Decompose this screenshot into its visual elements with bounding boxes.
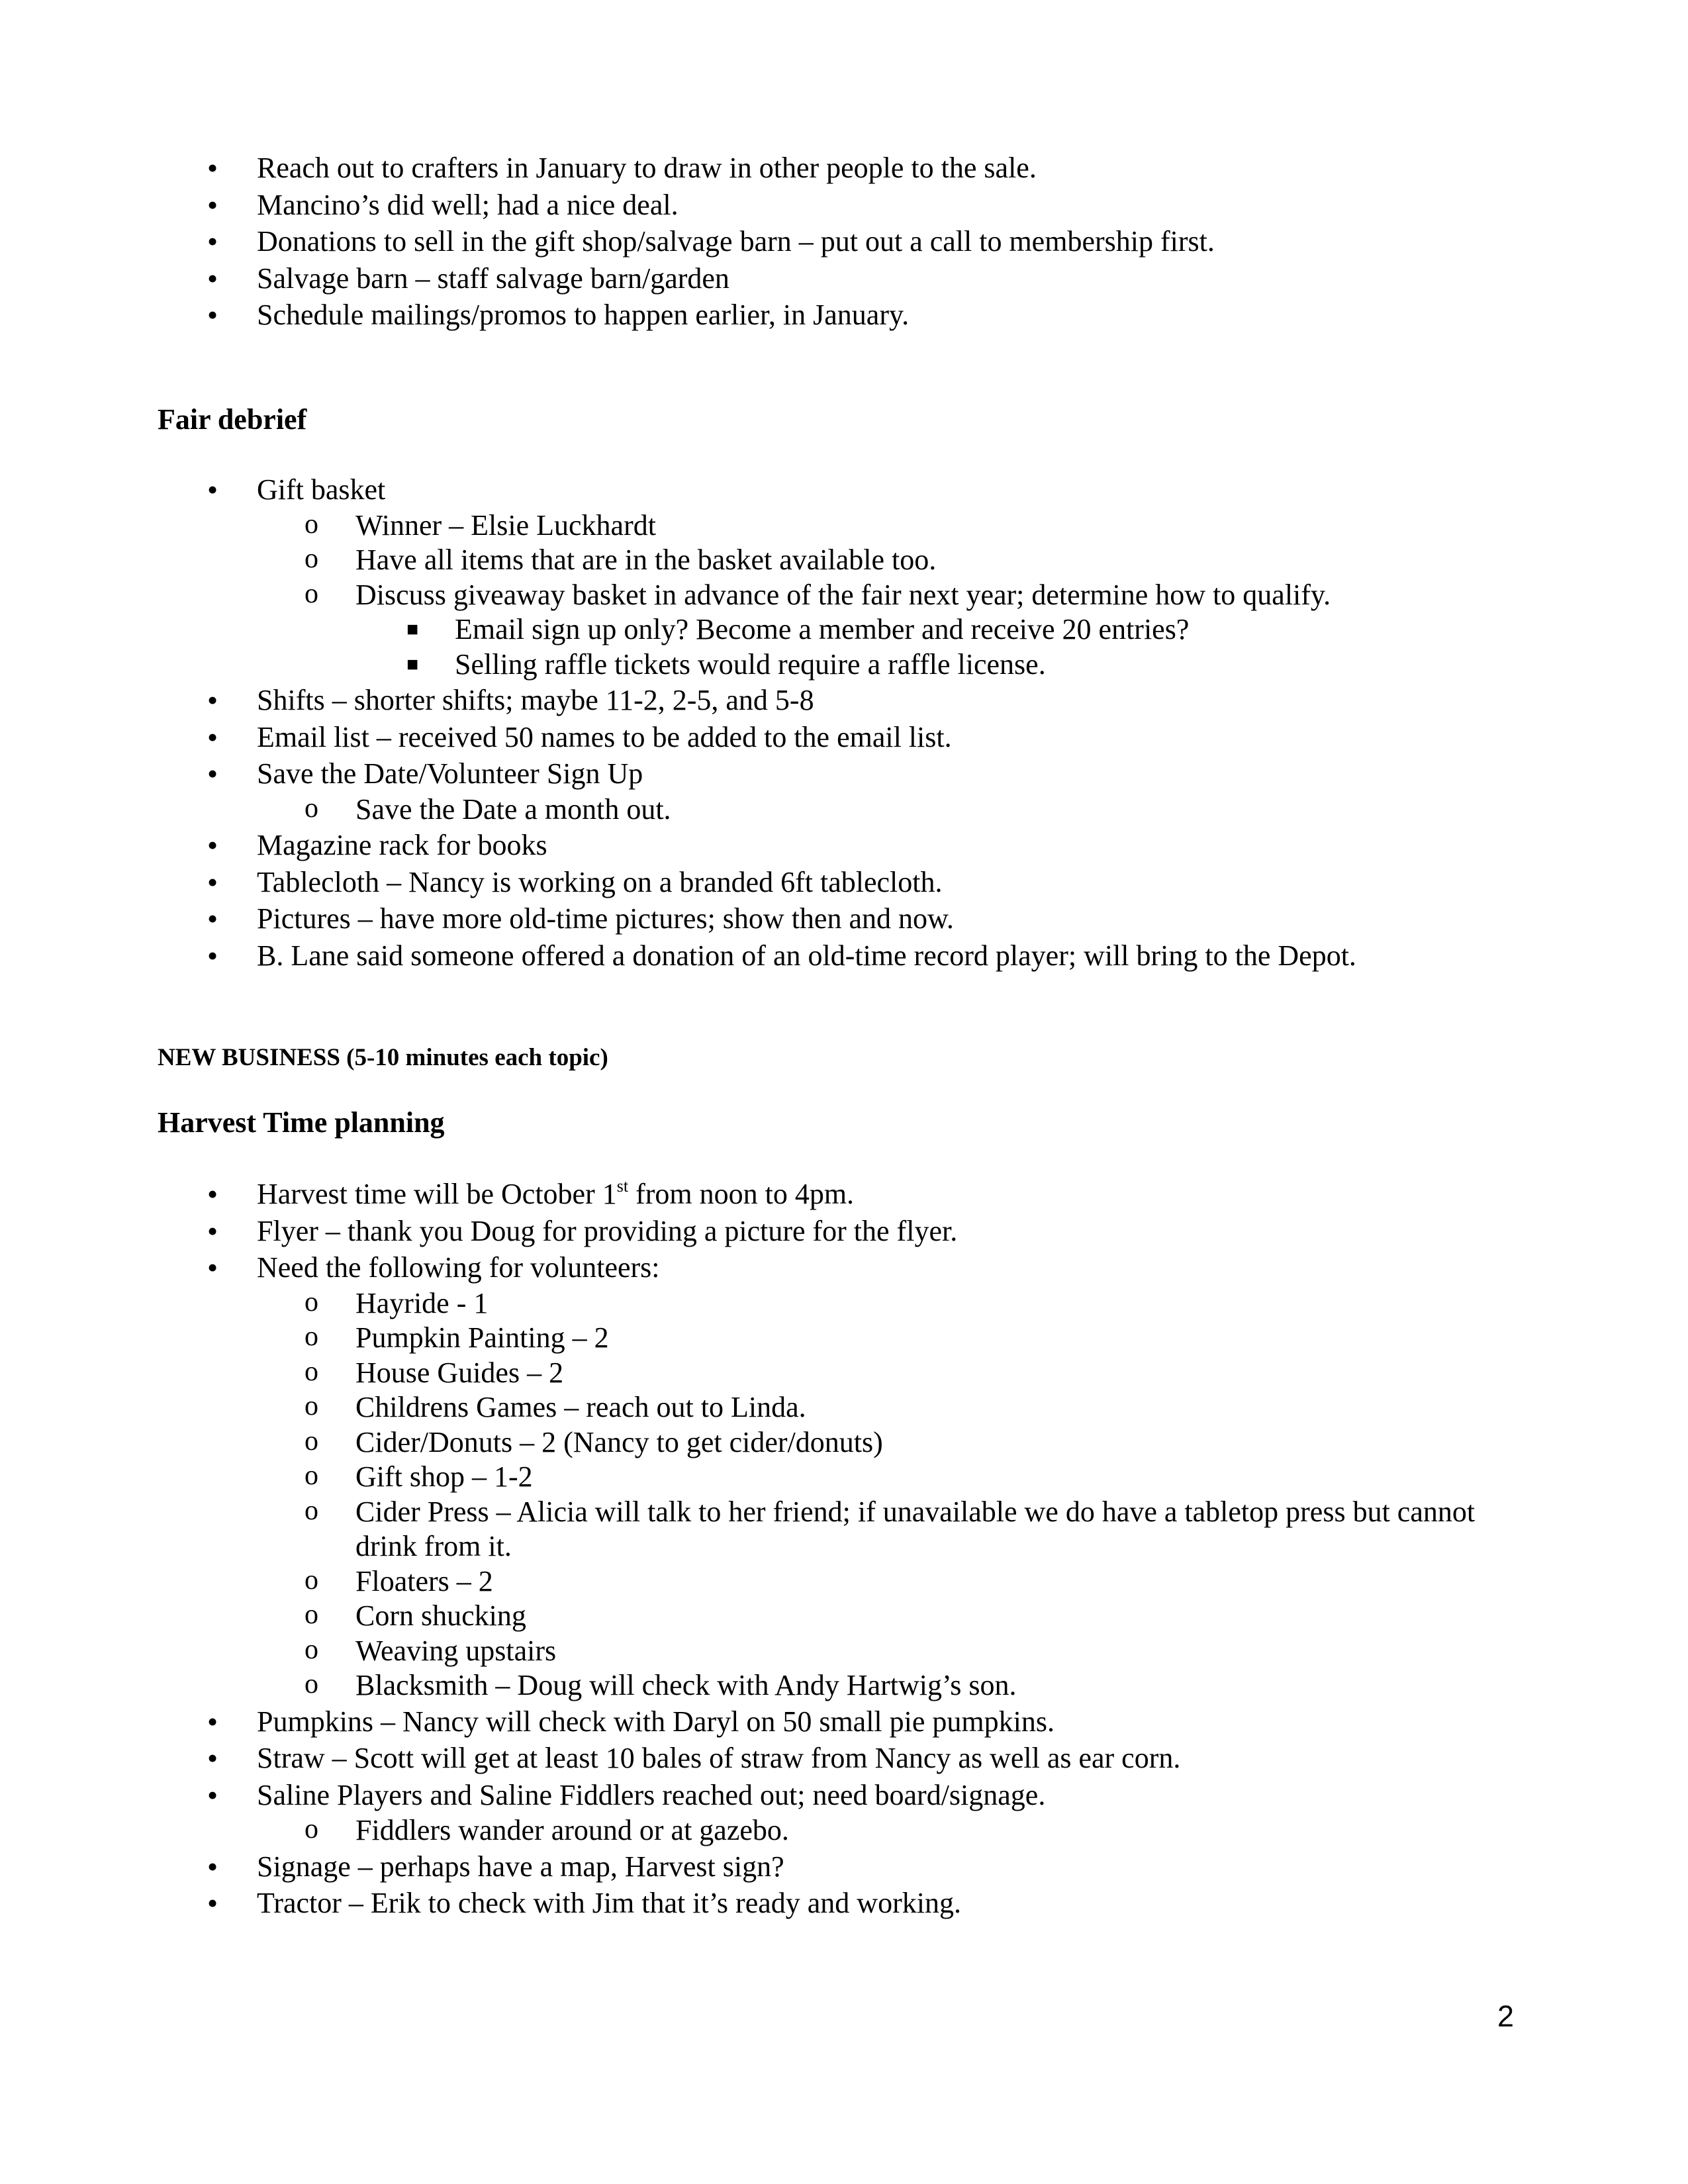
sub-list-item: o Floaters – 2: [305, 1564, 493, 1597]
list-item: • Tablecloth – Nancy is working on a branded 6ft tablecloth.: [207, 865, 943, 899]
list-item: • Pictures – have more old-time pictures; show then and now.: [207, 902, 954, 935]
sub-list-item: o Pumpkin Painting – 2: [305, 1321, 609, 1354]
sub-sub-list-item: ■ Selling raffle tickets would require a raffle license.: [406, 647, 1046, 681]
list-item: • Harvest time will be October 1st from noon to 4pm.: [207, 1176, 855, 1211]
harvest-heading: Harvest Time planning: [158, 1106, 445, 1139]
sub-list-item: o Corn shucking: [305, 1599, 526, 1632]
list-item: • Saline Players and Saline Fiddlers reached out; need board/signage.: [207, 1778, 1046, 1812]
fair-debrief-list: [0, 471, 1688, 974]
sub-list-item: o Cider Press – Alicia will talk to her friend; if unavailable we do have a tabletop press but cannot drink from it.: [305, 1495, 1476, 1562]
list-item: • Pumpkins – Nancy will check with Daryl on 50 small pie pumpkins.: [207, 1704, 1055, 1738]
harvest-list: [0, 1176, 1688, 1922]
list-item: • Tractor – Erik to check with Jim that it’s ready and working.: [207, 1886, 961, 1920]
list-item: • Mancino’s did well; had a nice deal.: [207, 187, 679, 222]
list-item: • Straw – Scott will get at least 10 bales of straw from Nancy as well as ear corn.: [207, 1741, 1181, 1775]
sub-list-item: o Discuss giveaway basket in advance of the fair next year; determine how to qualify.: [305, 578, 1331, 611]
list-item: • Signage – perhaps have a map, Harvest sign?: [207, 1849, 784, 1883]
list-item: • Email list – received 50 names to be added to the email list.: [207, 720, 952, 754]
fair-debrief-heading: Fair debrief: [158, 403, 307, 436]
sub-list-item: o Have all items that are in the basket available too.: [305, 544, 937, 576]
list-item: • Need the following for volunteers:: [207, 1251, 660, 1284]
list-item: • Save the Date/Volunteer Sign Up: [207, 757, 643, 790]
sub-list-item: o Blacksmith – Doug will check with Andy Hartwig’s son.: [305, 1669, 1017, 1701]
new-business-heading: NEW BUSINESS (5-10 minutes each topic): [158, 1044, 608, 1071]
list-item: • Gift basket: [207, 473, 386, 506]
sub-sub-list-item: ■ Email sign up only? Become a member and receive 20 entries?: [406, 613, 1190, 645]
list-item: • Schedule mailings/promos to happen earlier, in January.: [207, 298, 910, 332]
sub-list-item: o Cider/Donuts – 2 (Nancy to get cider/donuts): [305, 1425, 883, 1458]
list-item: • Salvage barn – staff salvage barn/garden: [207, 261, 729, 295]
top-bullet-list: [0, 150, 1688, 334]
sub-list-item: o Weaving upstairs: [305, 1634, 557, 1667]
list-item: • Flyer – thank you Doug for providing a picture for the flyer.: [207, 1213, 958, 1248]
list-item: • Shifts – shorter shifts; maybe 11-2, 2-5, and 5-8: [207, 683, 814, 717]
sub-list-item: o House Guides – 2: [305, 1356, 564, 1389]
sub-list-item: o Fiddlers wander around or at gazebo.: [305, 1814, 789, 1846]
sub-list-item: o Winner – Elsie Luckhardt: [305, 508, 656, 542]
page-number: 2: [1497, 1999, 1515, 2033]
list-item: • Reach out to crafters in January to draw in other people to the sale.: [207, 151, 1037, 185]
sub-list-item: o Childrens Games – reach out to Linda.: [305, 1391, 806, 1423]
list-item: • Magazine rack for books: [207, 828, 547, 862]
sub-list-item: o Gift shop – 1-2: [305, 1460, 533, 1493]
list-item: • B. Lane said someone offered a donation of an old-time record player; will bring to the Depot.: [207, 938, 1356, 973]
sub-list-item: o Save the Date a month out.: [305, 792, 671, 826]
list-item: • Donations to sell in the gift shop/salvage barn – put out a call to membership first.: [207, 224, 1215, 258]
sub-list-item: o Hayride - 1: [305, 1286, 489, 1319]
